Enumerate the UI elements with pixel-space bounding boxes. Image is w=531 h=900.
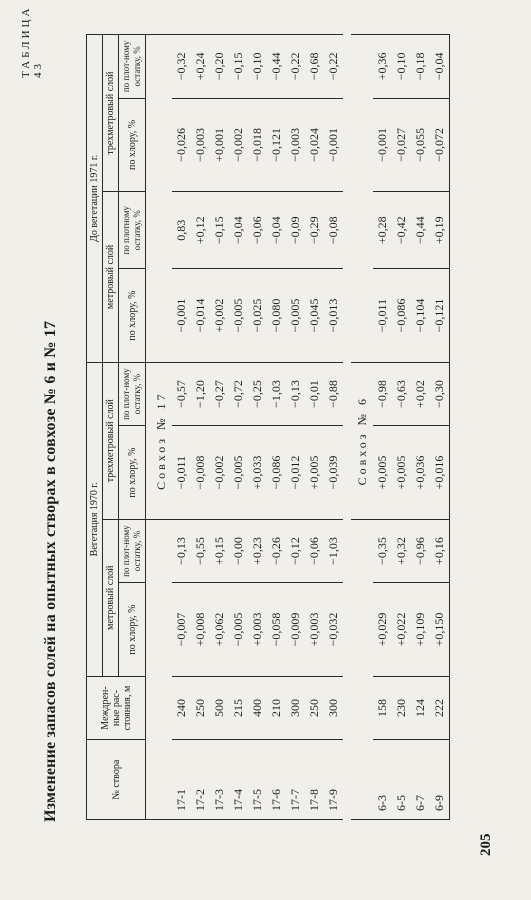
value-cell: −0,013 xyxy=(324,269,343,362)
value-cell: −0,025 xyxy=(248,269,267,362)
spacing-value: 400 xyxy=(248,676,267,740)
value-cell: −0,13 xyxy=(172,519,191,583)
value-cell: +0,28 xyxy=(373,192,392,269)
value-cell: −0,26 xyxy=(267,519,286,583)
header-period-1970: Вегетация 1970 г. xyxy=(87,362,103,676)
value-cell: −0,086 xyxy=(267,426,286,519)
table-row xyxy=(286,35,305,820)
spacing-value: 300 xyxy=(324,676,343,740)
value-cell: +0,001 xyxy=(210,98,229,191)
value-cell: +0,24 xyxy=(191,35,210,99)
value-cell: −0,06 xyxy=(305,519,324,583)
value-cell: −0,058 xyxy=(267,583,286,676)
value-cell: −0,01 xyxy=(305,362,324,426)
value-cell: −0,88 xyxy=(324,362,343,426)
value-cell: −0,22 xyxy=(324,35,343,99)
value-cell: −0,026 xyxy=(172,98,191,191)
value-cell: −0,98 xyxy=(373,362,392,426)
value-cell: −0,42 xyxy=(392,192,411,269)
value-cell: −0,44 xyxy=(267,35,286,99)
value-cell: −0,22 xyxy=(286,35,305,99)
spacing-value: 250 xyxy=(305,676,324,740)
value-cell: −0,121 xyxy=(430,269,450,362)
value-cell: +0,036 xyxy=(411,426,430,519)
header-residue: по плот-ному остатку, % xyxy=(119,362,146,426)
value-cell: −0,002 xyxy=(229,98,248,191)
value-cell: −0,008 xyxy=(191,426,210,519)
value-cell: 0,83 xyxy=(172,192,191,269)
table-row xyxy=(392,35,411,820)
stvor-id: 6-5 xyxy=(392,740,411,820)
value-cell: +0,23 xyxy=(248,519,267,583)
table-body xyxy=(146,35,450,820)
value-cell: −0,44 xyxy=(411,192,430,269)
value-cell: −0,072 xyxy=(430,98,450,191)
header-residue: по плот-ному остатку, % xyxy=(119,35,146,99)
value-cell: +0,022 xyxy=(392,583,411,676)
value-cell: +0,02 xyxy=(411,362,430,426)
value-cell: −0,72 xyxy=(229,362,248,426)
table-title: Изменение запасов солей на опытных створах в совхозе № 6 и № 17 xyxy=(42,320,59,822)
value-cell: −0,68 xyxy=(305,35,324,99)
value-cell: −0,27 xyxy=(210,362,229,426)
stvor-id: 17-9 xyxy=(324,740,343,820)
spacing-value: 230 xyxy=(392,676,411,740)
value-cell: −1,03 xyxy=(267,362,286,426)
value-cell: −0,009 xyxy=(286,583,305,676)
value-cell: −0,032 xyxy=(324,583,343,676)
table-label: ТАБЛИЦА 43 xyxy=(20,5,44,78)
value-cell: −0,55 xyxy=(191,519,210,583)
spacing-value: 500 xyxy=(210,676,229,740)
value-cell: −0,005 xyxy=(229,269,248,362)
stvor-id: 17-4 xyxy=(229,740,248,820)
value-cell: +0,029 xyxy=(373,583,392,676)
value-cell: −0,35 xyxy=(373,519,392,583)
stvor-id: 17-8 xyxy=(305,740,324,820)
header-chlorine: по хлору, % xyxy=(119,269,146,362)
value-cell: −0,014 xyxy=(191,269,210,362)
value-cell: −0,63 xyxy=(392,362,411,426)
stvor-id: 17-5 xyxy=(248,740,267,820)
value-cell: −0,32 xyxy=(172,35,191,99)
value-cell: −0,045 xyxy=(305,269,324,362)
table-row xyxy=(411,35,430,820)
table-row xyxy=(191,35,210,820)
value-cell: −0,18 xyxy=(411,35,430,99)
section-header-row xyxy=(351,35,373,820)
section-header-row xyxy=(146,35,173,820)
value-cell: −0,003 xyxy=(191,98,210,191)
header-three-meter-layer-1970: трехметровый слой xyxy=(103,362,119,519)
value-cell: −0,012 xyxy=(286,426,305,519)
stvor-id: 17-1 xyxy=(172,740,191,820)
spacing-value: 240 xyxy=(172,676,191,740)
stvor-id: 6-9 xyxy=(430,740,450,820)
value-cell: −0,04 xyxy=(229,192,248,269)
value-cell: +0,005 xyxy=(373,426,392,519)
value-cell: −0,06 xyxy=(248,192,267,269)
value-cell: −0,04 xyxy=(267,192,286,269)
header-residue: по плот-ному остатку, % xyxy=(119,519,146,583)
header-period-1971: До вегетации 1971 г. xyxy=(87,35,103,363)
spacing-value: 300 xyxy=(286,676,305,740)
stvor-id: 17-6 xyxy=(267,740,286,820)
value-cell: −0,080 xyxy=(267,269,286,362)
value-cell: +0,32 xyxy=(392,519,411,583)
header-stvor: № створа xyxy=(87,740,146,820)
spacing-value: 250 xyxy=(191,676,210,740)
value-cell: −0,055 xyxy=(411,98,430,191)
value-cell: −0,104 xyxy=(411,269,430,362)
value-cell: −0,29 xyxy=(305,192,324,269)
value-cell: −0,001 xyxy=(172,269,191,362)
value-cell: −0,024 xyxy=(305,98,324,191)
value-cell: −0,005 xyxy=(229,583,248,676)
value-cell: +0,003 xyxy=(248,583,267,676)
value-cell: −0,086 xyxy=(392,269,411,362)
value-cell: +0,016 xyxy=(430,426,450,519)
value-cell: −0,13 xyxy=(286,362,305,426)
stvor-id: 6-7 xyxy=(411,740,430,820)
value-cell: −0,25 xyxy=(248,362,267,426)
value-cell: −0,15 xyxy=(229,35,248,99)
value-cell: −0,001 xyxy=(373,98,392,191)
header-chlorine: по хлору, % xyxy=(119,98,146,191)
table-row xyxy=(373,35,392,820)
value-cell: +0,005 xyxy=(392,426,411,519)
stvor-id: 17-3 xyxy=(210,740,229,820)
value-cell: −0,10 xyxy=(392,35,411,99)
header-three-meter-layer-1971: трехметровый слой xyxy=(103,35,119,192)
page-number: 205 xyxy=(478,833,494,856)
value-cell: −0,08 xyxy=(324,192,343,269)
value-cell: −0,002 xyxy=(210,426,229,519)
value-cell: −0,57 xyxy=(172,362,191,426)
value-cell: −0,005 xyxy=(286,269,305,362)
header-meter-layer-1971: метровый слой xyxy=(103,192,119,363)
value-cell: −0,001 xyxy=(324,98,343,191)
value-cell: −0,00 xyxy=(229,519,248,583)
value-cell: +0,005 xyxy=(305,426,324,519)
value-cell: −0,005 xyxy=(229,426,248,519)
salt-reserve-table xyxy=(86,34,450,820)
value-cell: +0,19 xyxy=(430,192,450,269)
value-cell: −0,15 xyxy=(210,192,229,269)
header-spacing: Междрен-ные рас-стояния, м xyxy=(87,676,146,740)
value-cell: −0,04 xyxy=(430,35,450,99)
value-cell: +0,033 xyxy=(248,426,267,519)
value-cell: +0,002 xyxy=(210,269,229,362)
value-cell: −0,10 xyxy=(248,35,267,99)
value-cell: −0,011 xyxy=(172,426,191,519)
value-cell: −0,96 xyxy=(411,519,430,583)
table-row xyxy=(248,35,267,820)
spacing-value: 124 xyxy=(411,676,430,740)
value-cell: +0,008 xyxy=(191,583,210,676)
section-title: Совхоз № 17 xyxy=(153,391,168,490)
value-cell: −1,03 xyxy=(324,519,343,583)
spacing-value: 158 xyxy=(373,676,392,740)
value-cell: +0,003 xyxy=(305,583,324,676)
table-row xyxy=(305,35,324,820)
stvor-id: 17-2 xyxy=(191,740,210,820)
value-cell: +0,150 xyxy=(430,583,450,676)
table-row xyxy=(172,35,191,820)
value-cell: −0,011 xyxy=(373,269,392,362)
table-row xyxy=(210,35,229,820)
value-cell: −0,018 xyxy=(248,98,267,191)
value-cell: −0,007 xyxy=(172,583,191,676)
value-cell: −0,30 xyxy=(430,362,450,426)
value-cell: +0,36 xyxy=(373,35,392,99)
header-meter-layer-1970: метровый слой xyxy=(103,519,119,676)
header-residue: по плотному остатку, % xyxy=(119,192,146,269)
stvor-id: 6-3 xyxy=(373,740,392,820)
table-row xyxy=(324,35,343,820)
value-cell: +0,062 xyxy=(210,583,229,676)
value-cell: +0,12 xyxy=(191,192,210,269)
stvor-id: 17-7 xyxy=(286,740,305,820)
spacing-value: 215 xyxy=(229,676,248,740)
value-cell: +0,16 xyxy=(430,519,450,583)
spacing-value: 210 xyxy=(267,676,286,740)
value-cell: +0,15 xyxy=(210,519,229,583)
value-cell: +0,109 xyxy=(411,583,430,676)
value-cell: −0,003 xyxy=(286,98,305,191)
table-row xyxy=(430,35,450,820)
value-cell: −0,027 xyxy=(392,98,411,191)
spacing-value: 222 xyxy=(430,676,450,740)
value-cell: −0,121 xyxy=(267,98,286,191)
value-cell: −0,20 xyxy=(210,35,229,99)
header-chlorine: по хлору, % xyxy=(119,583,146,676)
section-title: Совхоз № 6 xyxy=(354,396,369,486)
table-row xyxy=(229,35,248,820)
header-chlorine: по хлору, % xyxy=(119,426,146,519)
value-cell: −0,09 xyxy=(286,192,305,269)
value-cell: −0,039 xyxy=(324,426,343,519)
value-cell: −1,20 xyxy=(191,362,210,426)
value-cell: −0,12 xyxy=(286,519,305,583)
table-row xyxy=(267,35,286,820)
